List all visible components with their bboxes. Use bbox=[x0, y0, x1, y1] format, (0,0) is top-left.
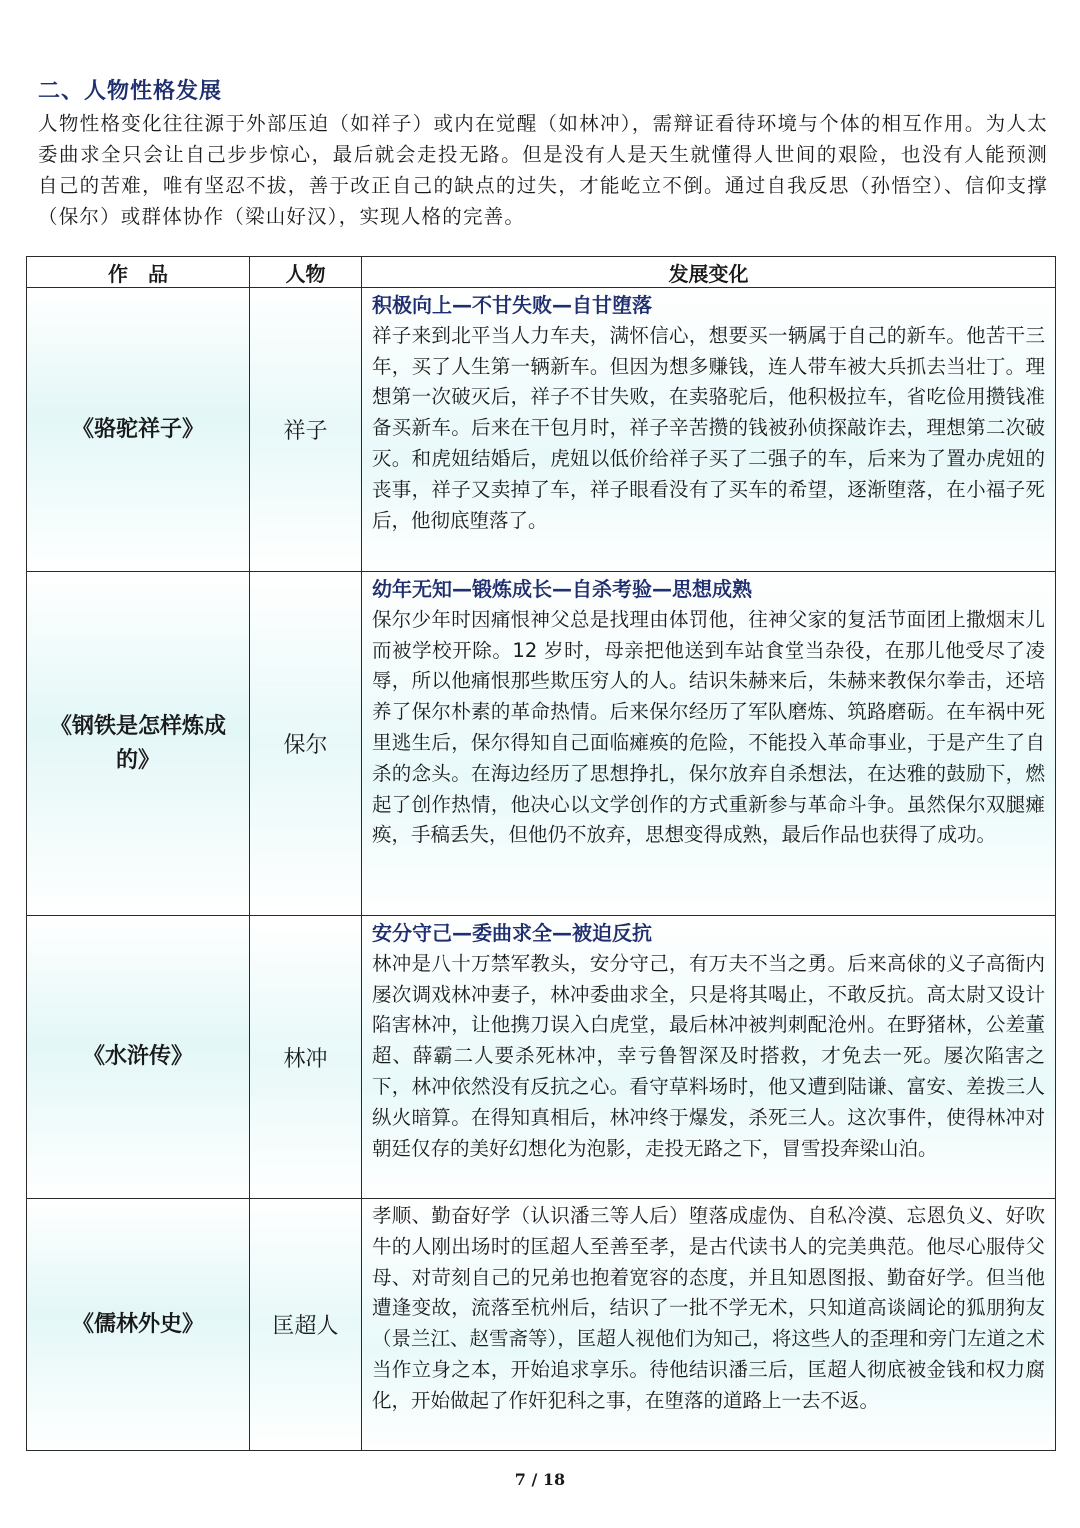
development-title: 幼年无知—锻炼成长—自杀考验—思想成熟 bbox=[372, 577, 752, 601]
table-row bbox=[27, 1199, 1056, 1451]
work-title: 《儒林外史》 bbox=[27, 1199, 250, 1451]
page-number: 7 / 18 bbox=[514, 1470, 566, 1489]
header-change: 发展变化 bbox=[362, 257, 1056, 288]
person-name: 林冲 bbox=[250, 916, 362, 1199]
character-table bbox=[26, 256, 1056, 1451]
table-row bbox=[27, 288, 1056, 572]
work-title: 《水浒传》 bbox=[27, 916, 250, 1199]
header-work: 作 品 bbox=[27, 257, 250, 288]
person-name: 匡超人 bbox=[250, 1199, 362, 1451]
work-title: 《骆驼祥子》 bbox=[27, 288, 250, 572]
development-cell bbox=[362, 288, 1056, 572]
development-text: 孝顺、勤奋好学（认识潘三等人后）堕落成虚伪、自私冷漠、忘恩负义、好吹牛的人刚出场时的匡超人至善至孝，是古代读书人的完美典范。他尽心服侍父母、对苛刻自己的兄弟也抱着宽容的态度，并且知恩图报、勤奋好学。但当他遭逢变故，流落至杭州后，结识了一批不学无术，只知道高谈阔论的狐朋狗友（景兰江、赵雪斋等），匡超人视他们为知己，将这些人的歪理和旁门左道之术当作立身之本，开始追求享乐。待他结识潘三后，匡超人彻底被金钱和权力腐化，开始做起了作奸犯科之事，在堕落的道路上一去不返。 bbox=[372, 1204, 1045, 1412]
development-text: 林冲是八十万禁军教头，安分守己，有万夫不当之勇。后来高俅的义子高衙内屡次调戏林冲妻子，林冲委曲求全，只是将其喝止，不敢反抗。高太尉又设计陷害林冲，让他携刀误入白虎堂，最后林冲被判刺配沧州。在野猪林，公差董超、薛霸二人要杀死林冲，幸亏鲁智深及时搭救，才免去一死。屡次陷害之下，林冲依然没有反抗之心。看守草料场时，他又遭到陆谦、富安、差拨三人纵火暗算。在得知真相后，林冲终于爆发，杀死三人。这次事件，使得林冲对朝廷仅存的美好幻想化为泡影，走投无路之下，冒雪投奔梁山泊。 bbox=[372, 951, 1045, 1160]
development-title: 积极向上—不甘失败—自甘堕落 bbox=[372, 293, 652, 317]
work-title: 《钢铁是怎样炼成的》 bbox=[27, 572, 250, 916]
development-text: 保尔少年时因痛恨神父总是找理由体罚他，往神父家的复活节面团上撒烟末儿而被学校开除。12 岁时，母亲把他送到车站食堂当杂役，在那儿他受尽了凌辱，所以他痛恨那些欺压穷人的人。结识朱赫来后，朱赫来教保尔拳击，还培养了保尔朴素的革命热情。后来保尔经历了军队磨炼、筑路磨砺。在车祸中死里逃生后，保尔得知自己面临瘫痪的危险，不能投入革命事业，于是产生了自杀的念头。在海边经历了思想挣扎，保尔放弃自杀想法，在达雅的鼓励下，燃起了创作热情，他决心以文学创作的方式重新参与革命斗争。虽然保尔双腿瘫痪，手稿丢失，但他仍不放弃，思想变得成熟，最后作品也获得了成功。 bbox=[372, 607, 1045, 847]
table-row bbox=[27, 916, 1056, 1199]
development-cell bbox=[362, 572, 1056, 916]
table-row bbox=[27, 572, 1056, 916]
development-cell bbox=[362, 916, 1056, 1199]
person-name: 保尔 bbox=[250, 572, 362, 916]
section-intro: 人物性格变化往往源于外部压迫（如祥子）或内在觉醒（如林冲），需辩证看待环境与个体的相互作用。为人太委曲求全只会让自己步步惊心，最后就会走投无路。但是没有人是天生就懂得人世间的艰险，也没有人能预测自己的苦难，唯有坚忍不拔，善于改正自己的缺点的过失，才能屹立不倒。通过自我反思（孙悟空）、信仰支撑（保尔）或群体协作（梁山好汉），实现人格的完善。 bbox=[38, 112, 1048, 228]
section-title: 二、人物性格发展 bbox=[38, 79, 223, 104]
table-header-row bbox=[27, 257, 1056, 288]
header-person: 人物 bbox=[250, 257, 362, 288]
person-name: 祥子 bbox=[250, 288, 362, 572]
development-cell bbox=[362, 1199, 1056, 1451]
development-title: 安分守己—委曲求全—被迫反抗 bbox=[372, 921, 652, 945]
development-text: 祥子来到北平当人力车夫，满怀信心，想要买一辆属于自己的新车。他苦干三年，买了人生第一辆新车。但因为想多赚钱，连人带车被大兵抓去当壮丁。理想第一次破灭后，祥子不甘失败，在卖骆驼后，他积极拉车，省吃俭用攒钱准备买新车。后来在干包月时，祥子辛苦攒的钱被孙侦探敲诈去，理想第二次破灭。和虎妞结婚后，虎妞以低价给祥子买了二强子的车，后来为了置办虎妞的丧事，祥子又卖掉了车，祥子眼看没有了买车的希望，逐渐堕落，在小福子死后，他彻底堕落了。 bbox=[372, 323, 1045, 532]
